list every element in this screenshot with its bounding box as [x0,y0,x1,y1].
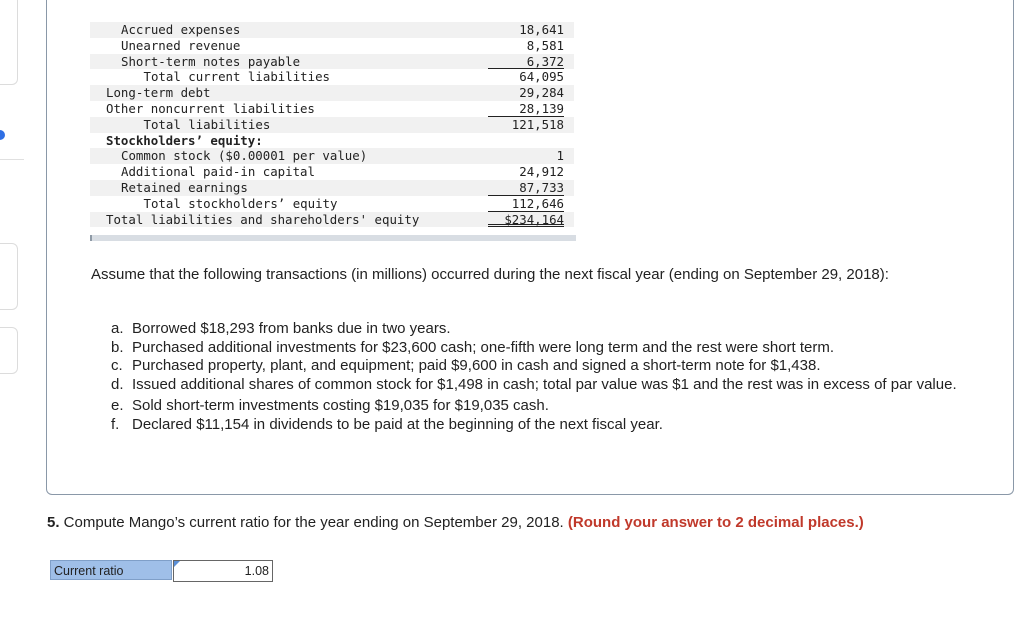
current-ratio-input[interactable] [173,560,273,582]
answer-corner-marker [174,561,180,567]
transaction-marker: a. [111,320,124,337]
balance-sheet-row [90,117,574,133]
row-value: 64,095 [519,69,564,85]
row-label: Unearned revenue [121,37,241,53]
transaction-item [111,357,981,376]
row-value: 112,646 [488,196,564,212]
transaction-text: Borrowed $18,293 from banks due in two years. [132,320,451,337]
row-label: Total liabilities and shareholders' equity [106,211,420,227]
answer-row [50,560,273,582]
rounding-hint: (Round your answer to 2 decimal places.) [567,514,864,531]
row-label: Long-term debt [106,85,211,101]
balance-sheet-row [90,164,574,180]
question-number: 5. [47,514,60,531]
transaction-item [111,416,981,435]
transaction-list [111,320,981,434]
current-ratio-label: Current ratio [50,560,172,580]
transaction-item [111,397,981,416]
row-value: 1 [556,148,564,164]
transaction-text: Issued additional shares of common stock for $1,498 in cash; total par value was $1 and the rest was in excess of par value. [132,375,957,393]
balance-sheet-row [90,69,574,85]
balance-sheet-row [90,196,574,212]
row-value: 29,284 [519,85,564,101]
balance-sheet-row [90,22,574,38]
row-label: Additional paid-in capital [121,164,315,180]
transaction-item [111,339,981,358]
balance-sheet-row [90,85,574,101]
transaction-text: Purchased additional investments for $23,600 cash; one-fifth were long term and the rest were short term. [132,338,835,356]
sidebar-divider [0,159,24,160]
question-5 [47,514,864,531]
balance-sheet-row [90,133,574,149]
transaction-item [111,320,981,339]
row-value: 121,518 [511,116,564,132]
balance-sheet-row [90,148,574,164]
transaction-marker: b. [111,338,124,356]
row-value: 6,372 [488,54,564,70]
balance-sheet-row [90,101,574,117]
row-label: Total liabilities [143,116,271,132]
transaction-marker: f. [111,415,120,433]
row-label: Retained earnings [121,179,248,195]
row-label: Other noncurrent liabilities [106,100,315,116]
question-text: Compute Mango’s current ratio for the year ending on September 29, 2018. [59,514,568,531]
row-value: $234,164 [488,212,564,228]
sidebar-card-middle[interactable] [0,243,18,310]
balance-sheet-table [90,22,574,227]
transaction-marker: d. [111,375,124,393]
row-label: Total current liabilities [143,69,330,85]
balance-sheet-row [90,212,574,228]
row-value: 87,733 [488,180,564,196]
transaction-text: Purchased property, plant, and equipment; paid $9,600 in cash and signed a short-term note for $1,438. [132,357,821,374]
sidebar-card-bottom[interactable] [0,327,18,374]
row-label: Total stockholders’ equity [143,195,338,211]
assume-text: Assume that the following transactions (in millions) occurred during the next fiscal year (ending on September 29, 2018): [91,266,889,283]
balance-sheet-row [90,180,574,196]
transaction-item [111,376,981,395]
row-value: 24,912 [519,164,564,180]
row-label: Short-term notes payable [121,53,301,69]
current-question-dot [0,130,5,140]
transaction-marker: e. [111,397,124,414]
balance-sheet-row [90,38,574,54]
table-scrollbar[interactable] [90,235,576,241]
row-value: 8,581 [526,37,564,53]
row-label: Common stock ($0.00001 per value) [121,148,368,164]
transaction-text: Sold short-term investments costing $19,035 for $19,035 cash. [132,397,549,414]
row-label: Accrued expenses [121,22,241,37]
current-ratio-value: 1.08 [244,564,269,578]
balance-sheet-row [90,54,574,70]
row-label: Stockholders’ equity: [106,132,263,148]
row-value: 28,139 [488,101,564,117]
row-value: 18,641 [519,22,564,37]
sidebar-card-top[interactable] [0,0,18,85]
transaction-text: Declared $11,154 in dividends to be paid at the beginning of the next fiscal year. [132,415,663,433]
transaction-marker: c. [111,357,123,374]
